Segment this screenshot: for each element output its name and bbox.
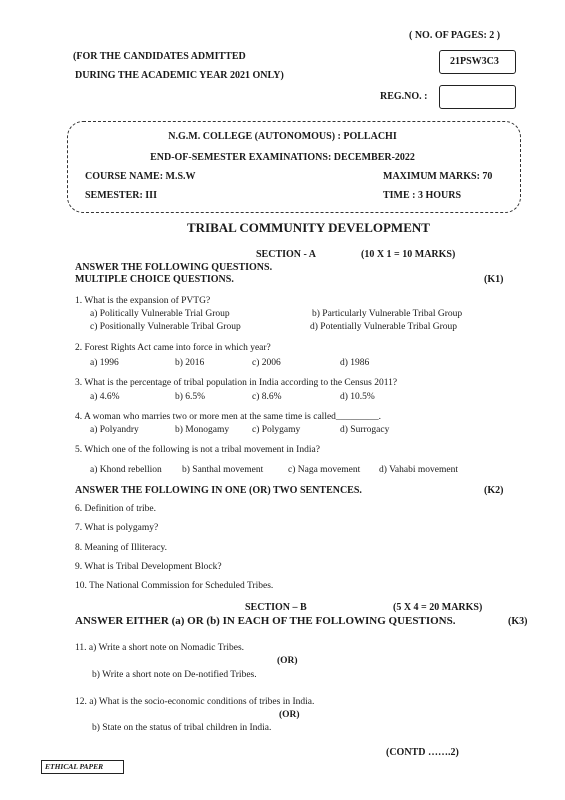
question-8: 8. Meaning of Illiteracy. — [75, 543, 167, 553]
k2-level: (K2) — [484, 485, 504, 496]
question-9: 9. What is Tribal Development Block? — [75, 562, 222, 572]
section-a-heading: SECTION - A — [256, 249, 317, 260]
q2-option-b: b) 2016 — [175, 358, 205, 368]
candidates-line-1: (FOR THE CANDIDATES ADMITTED — [73, 51, 246, 62]
question-1: 1. What is the expansion of PVTG? — [75, 296, 211, 306]
q3-option-a: a) 4.6% — [90, 392, 120, 402]
page-count: ( NO. OF PAGES: 2 ) — [409, 30, 501, 41]
q1-option-d: d) Potentially Vulnerable Tribal Group — [310, 322, 458, 332]
section-a-instruction: ANSWER THE FOLLOWING QUESTIONS. — [75, 262, 273, 273]
continued-label: (CONTD …….2) — [386, 747, 459, 758]
q1-option-a: a) Politically Vulnerable Trial Group — [90, 309, 230, 319]
ethical-paper-label: ETHICAL PAPER — [45, 762, 104, 771]
section-a-instruction-mcq: MULTIPLE CHOICE QUESTIONS. — [75, 274, 234, 285]
q5-option-b: b) Santhal movement — [182, 465, 264, 475]
q2-option-c: c) 2006 — [252, 358, 281, 368]
candidates-line-2: DURING THE ACADEMIC YEAR 2021 ONLY) — [75, 70, 284, 81]
max-marks: MAXIMUM MARKS: 70 — [383, 171, 493, 182]
question-6: 6. Definition of tribe. — [75, 504, 156, 514]
question-12b: b) State on the status of tribal children in India. — [92, 723, 272, 733]
question-2: 2. Forest Rights Act came into force in which year? — [75, 343, 271, 353]
q2-option-a: a) 1996 — [90, 358, 119, 368]
or-separator-11: (OR) — [277, 656, 298, 666]
k3-level: (K3) — [508, 616, 528, 627]
semester: SEMESTER: III — [85, 190, 157, 201]
course-name: COURSE NAME: M.S.W — [85, 171, 196, 182]
college-name: N.G.M. COLLEGE (AUTONOMOUS) : POLLACHI — [168, 131, 397, 142]
question-10: 10. The National Commission for Scheduled Tribes. — [75, 581, 274, 591]
or-separator-12: (OR) — [279, 710, 300, 720]
question-12a: 12. a) What is the socio-economic conditions of tribes in India. — [75, 697, 315, 707]
q5-option-c: c) Naga movement — [288, 465, 361, 475]
question-11a: 11. a) Write a short note on Nomadic Tribes. — [75, 643, 245, 653]
section-b-heading: SECTION – B — [245, 602, 307, 613]
subject-code-box — [439, 50, 516, 74]
question-7: 7. What is polygamy? — [75, 523, 159, 533]
subject-code: 21PSW3C3 — [450, 56, 499, 67]
section-b-marks: (5 X 4 = 20 MARKS) — [393, 602, 483, 613]
q1-option-c: c) Positionally Vulnerable Tribal Group — [90, 322, 241, 332]
q4-option-c: c) Polygamy — [252, 425, 301, 435]
regno-box — [439, 85, 516, 109]
section-a-marks: (10 X 1 = 10 MARKS) — [361, 249, 456, 260]
paper-title: TRIBAL COMMUNITY DEVELOPMENT — [187, 220, 430, 235]
question-3: 3. What is the percentage of tribal population in India according to the Census 2011? — [75, 378, 398, 388]
ethical-paper-box — [41, 760, 124, 774]
q4-option-a: a) Polyandry — [90, 425, 139, 435]
time: TIME : 3 HOURS — [383, 190, 462, 201]
question-11b: b) Write a short note on De-notified Tribes. — [92, 670, 257, 680]
q2-option-d: d) 1986 — [340, 358, 370, 368]
q5-option-d: d) Vahabi movement — [379, 465, 458, 475]
q4-option-d: d) Surrogacy — [340, 425, 390, 435]
exam-title: END-OF-SEMESTER EXAMINATIONS: DECEMBER-2022 — [150, 152, 415, 163]
question-5: 5. Which one of the following is not a tribal movement in India? — [75, 445, 320, 455]
regno-label: REG.NO. : — [380, 91, 428, 102]
q4-option-b: b) Monogamy — [175, 425, 230, 435]
section-b-instruction: ANSWER EITHER (a) OR (b) IN EACH OF THE FOLLOWING QUESTIONS. — [75, 615, 456, 627]
question-4: 4. A woman who marries two or more men at the same time is called_________. — [75, 412, 382, 422]
q3-option-b: b) 6.5% — [175, 392, 206, 402]
short-answer-instruction: ANSWER THE FOLLOWING IN ONE (OR) TWO SENTENCES. — [75, 485, 362, 496]
q3-option-d: d) 10.5% — [340, 392, 375, 402]
q5-option-a: a) Khond rebellion — [90, 465, 162, 475]
k1-level: (K1) — [484, 274, 504, 285]
q3-option-c: c) 8.6% — [252, 392, 282, 402]
q1-option-b: b) Particularly Vulnerable Tribal Group — [312, 309, 463, 319]
